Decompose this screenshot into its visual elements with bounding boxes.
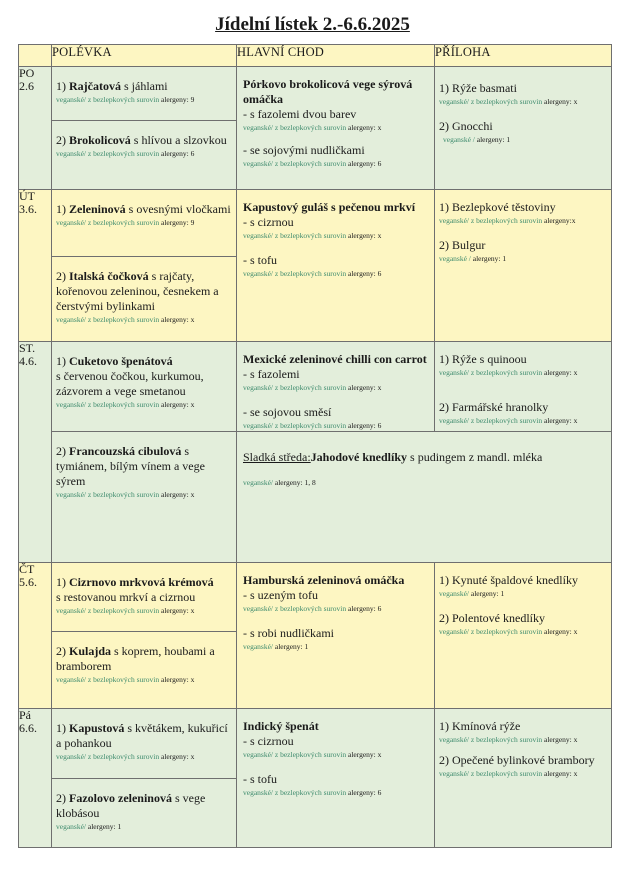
sweet-name: Jahodové knedlíky <box>310 450 408 464</box>
side-dish-1: 1) Rýže basmati <box>439 81 517 95</box>
day-cell <box>19 190 52 342</box>
main-cell <box>237 342 435 432</box>
allergen-tag: veganské/ alergeny: 1 <box>439 589 505 598</box>
allergen-value: alergeny: x <box>347 750 382 759</box>
vegan-label: veganské <box>56 606 84 615</box>
day-row-pá <box>19 709 612 779</box>
side-dish-2: 2) Opečené bylinkové brambory <box>439 753 595 767</box>
main-dish-name: Indický špenát <box>243 719 319 733</box>
day-date: 6.6. <box>19 721 37 735</box>
main-cell <box>237 563 435 709</box>
gluten-free-label: z bezlepkových surovin <box>87 149 160 158</box>
allergen-value: alergeny: 9 <box>160 95 195 104</box>
day-name: Pá <box>19 708 31 722</box>
allergen-value: alergeny: x <box>543 735 578 744</box>
day-row-út <box>19 190 612 257</box>
soup-1-desc: s restovanou mrkví a cizrnou <box>56 590 196 604</box>
vegan-label: veganské <box>243 788 271 797</box>
gluten-free-label: z bezlepkových surovin <box>470 368 543 377</box>
vegan-label: veganské <box>243 604 271 613</box>
day-date: 4.6. <box>19 354 37 368</box>
allergen-value: alergeny: x <box>160 752 195 761</box>
vegan-label: veganské <box>439 254 467 263</box>
vegan-label: veganské <box>243 159 271 168</box>
soup-2: 2) Kulajda s koprem, houbami a bramborem <box>56 644 215 673</box>
soup-cell-1 <box>52 563 237 632</box>
page-title: Jídelní lístek 2.-6.6.2025 <box>215 14 410 35</box>
vegan-label: veganské <box>56 400 84 409</box>
gluten-free-label: z bezlepkových surovin <box>470 769 543 778</box>
soup-2: 2) Brokolicová s hlívou a slzovkou <box>56 133 227 147</box>
main-option-1: - s cizrnou <box>243 734 294 748</box>
allergen-value: alergeny: 6 <box>347 269 382 278</box>
side-dish-1: 1) Bezlepkové těstoviny <box>439 200 556 214</box>
allergen-tag: veganské/ z bezlepkových surovin alergeny: 9 <box>56 218 195 227</box>
gluten-free-label: z bezlepkových surovin <box>470 416 543 425</box>
soup-2: 2) Fazolovo zeleninová s vege klobásou <box>56 791 206 820</box>
allergen-tag: veganské/ z bezlepkových surovin alergeny: x <box>439 368 578 377</box>
soup-2-name: Kulajda <box>69 644 112 658</box>
allergen-value: alergeny: 6 <box>347 421 382 430</box>
soup-2-name: Fazolovo zeleninová <box>69 791 172 805</box>
soup-cell-2 <box>52 779 237 848</box>
allergen-value: alergeny: x <box>347 123 382 132</box>
side-cell <box>435 67 612 190</box>
allergen-tag: veganské/ z bezlepkových surovin alergeny: x <box>56 315 195 324</box>
allergen-tag: veganské/ z bezlepkových surovin alergeny: x <box>243 231 382 240</box>
vegan-label: veganské <box>56 752 84 761</box>
allergen-value: alergeny: x <box>543 769 578 778</box>
soup-cell-1 <box>52 190 237 257</box>
vegan-label: veganské <box>243 421 271 430</box>
vegan-label: veganské <box>439 216 467 225</box>
gluten-free-label: z bezlepkových surovin <box>274 383 347 392</box>
allergen-value: alergeny: 1 <box>87 822 122 831</box>
gluten-free-label: z bezlepkových surovin <box>470 216 543 225</box>
day-cell <box>19 563 52 709</box>
soup-2-desc: s rajčaty, kořenovou zeleninou, česnekem a čerstvými bylinkami <box>56 269 219 313</box>
allergen-tag: veganské/ z bezlepkových surovin alergeny: x <box>439 416 578 425</box>
side-dish-2: 2) Gnocchi <box>439 119 493 133</box>
allergen-tag: veganské/ z bezlepkových surovin alergeny: x <box>439 97 578 106</box>
gluten-free-label: z bezlepkových surovin <box>87 490 160 499</box>
allergen-tag: veganské/ z bezlepkových surovin alergeny: x <box>439 769 578 778</box>
gluten-free-label: z bezlepkových surovin <box>274 750 347 759</box>
side-cell <box>435 709 612 848</box>
side-dish-2: 2) Bulgur <box>439 238 486 252</box>
allergen-tag: veganské/ z bezlepkových surovin alergeny: 9 <box>56 95 195 104</box>
vegan-label: veganské <box>243 642 271 651</box>
allergen-value: alergeny: 6 <box>160 149 195 158</box>
vegan-label: veganské <box>439 627 467 636</box>
gluten-free-label: z bezlepkových surovin <box>274 123 347 132</box>
vegan-label: veganské <box>243 383 271 392</box>
vegan-label: veganské <box>56 490 84 499</box>
day-name: ST. <box>19 341 36 355</box>
allergen-tag: veganské/ z bezlepkových surovin alergeny:x <box>439 216 576 225</box>
sweet-wednesday-cell <box>237 432 612 563</box>
soup-1: 1) Cuketovo špenátová s červenou čočkou, kurkumou, zázvorem a vege smetanou <box>56 354 204 398</box>
gluten-free-label: z bezlepkových surovin <box>470 735 543 744</box>
gluten-free-label: z bezlepkových surovin <box>87 606 160 615</box>
vegan-label: veganské <box>56 822 84 831</box>
soup-2-name: Brokolicová <box>69 133 131 147</box>
allergen-tag: veganské/ z bezlepkových surovin alergeny: x <box>56 606 195 615</box>
allergen-value: alergeny: x <box>543 416 578 425</box>
gluten-free-label: z bezlepkových surovin <box>274 159 347 168</box>
soup-1: 1) Cizrnovo mrkvová krémová s restovanou mrkví a cizrnou <box>56 575 214 604</box>
allergen-tag: veganské/ z bezlepkových surovin alergeny: 6 <box>56 149 195 158</box>
allergen-value: alergeny:x <box>543 216 576 225</box>
main-cell <box>237 67 435 190</box>
day-name: PO <box>19 66 35 80</box>
allergen-tag: veganské/ z bezlepkových surovin alergeny: 6 <box>243 604 382 613</box>
main-dish-name: Mexické zeleninové chilli con carrot <box>243 352 427 366</box>
vegan-label: veganské <box>56 149 84 158</box>
soup-2-desc: s koprem, houbami a bramborem <box>56 644 215 673</box>
vegan-label: veganské <box>243 269 271 278</box>
soup-1-desc: s květákem, kukuřicí a pohankou <box>56 721 228 750</box>
main-dish-name: Kapustový guláš s pečenou mrkví <box>243 200 416 214</box>
vegan-label: veganské <box>243 123 271 132</box>
allergen-tag: veganské/ alergeny: 1 <box>243 642 309 651</box>
soup-1-name: Kapustová <box>69 721 125 735</box>
allergen-tag: veganské/ z bezlepkových surovin alergeny: x <box>439 735 578 744</box>
header-row <box>19 45 612 67</box>
day-date: 5.6. <box>19 575 37 589</box>
allergen-value: alergeny: x <box>160 675 195 684</box>
allergen-value: alergeny: 6 <box>347 159 382 168</box>
soup-1-name: Zeleninová <box>69 202 126 216</box>
allergen-value: alergeny: 1, 8 <box>274 478 316 487</box>
soup-2-desc: s vege klobásou <box>56 791 206 820</box>
day-row-čt <box>19 563 612 632</box>
gluten-free-label: z bezlepkových surovin <box>87 675 160 684</box>
allergen-value: alergeny: x <box>160 606 195 615</box>
side-cell <box>435 563 612 709</box>
soup-cell-2 <box>52 121 237 190</box>
side-dish-2: 2) Farmářské hranolky <box>439 400 549 414</box>
header-corner <box>19 45 52 67</box>
allergen-value: alergeny: 6 <box>347 788 382 797</box>
gluten-free-label: z bezlepkových surovin <box>87 95 160 104</box>
main-cell <box>237 709 435 848</box>
allergen-value: alergeny: x <box>160 490 195 499</box>
allergen-tag: veganské/ alergeny: 1 <box>56 822 122 831</box>
allergen-tag: veganské/ z bezlepkových surovin alergeny: x <box>243 123 382 132</box>
vegan-label: veganské <box>56 315 84 324</box>
header-side: PŘÍLOHA <box>435 45 612 67</box>
day-date: 3.6. <box>19 202 37 216</box>
allergen-tag: veganské/ z bezlepkových surovin alergeny: x <box>439 627 578 636</box>
soup-1: 1) Zeleninová s ovesnými vločkami <box>56 202 231 216</box>
gluten-free-label: z bezlepkových surovin <box>274 788 347 797</box>
main-option-1: - s cizrnou <box>243 215 294 229</box>
gluten-free-label: z bezlepkových surovin <box>87 315 160 324</box>
side-dish-2: 2) Polentové knedlíky <box>439 611 545 625</box>
day-row-po <box>19 67 612 121</box>
soup-2-name: Francouzská cibulová <box>69 444 182 458</box>
soup-cell-2 <box>52 632 237 709</box>
allergen-tag: veganské/ alergeny: 1, 8 <box>243 478 316 487</box>
allergen-value: alergeny: 1 <box>274 642 309 651</box>
allergen-value: alergeny: x <box>347 231 382 240</box>
soup-1-desc: s ovesnými vločkami <box>125 202 231 216</box>
main-option-2: - s tofu <box>243 253 277 267</box>
main-dish-name: Pórkovo brokolicová vege sýrová omáčka <box>243 77 413 106</box>
soup-1-name: Rajčatová <box>69 79 121 93</box>
gluten-free-label: z bezlepkových surovin <box>274 604 347 613</box>
vegan-label: veganské <box>439 416 467 425</box>
allergen-tag: veganské/ z bezlepkových surovin alergeny: 6 <box>243 159 382 168</box>
allergen-value: alergeny: 6 <box>347 604 382 613</box>
allergen-value: alergeny: 1 <box>472 254 507 263</box>
soup-1: 1) Kapustová s květákem, kukuřicí a pohankou <box>56 721 228 750</box>
soup-2: 2) Italská čočková s rajčaty, kořenovou zeleninou, česnekem a čerstvými bylinkami <box>56 269 219 313</box>
main-option-2: - se sojovou směsí <box>243 405 332 419</box>
allergen-value: alergeny: x <box>160 400 195 409</box>
allergen-tag: veganské/ z bezlepkových surovin alergeny: x <box>56 752 195 761</box>
day-row-st <box>19 342 612 432</box>
main-dish-name: Hamburská zeleninová omáčka <box>243 573 405 587</box>
menu-table <box>18 44 612 848</box>
allergen-value: alergeny: x <box>347 383 382 392</box>
header-main: HLAVNÍ CHOD <box>237 45 435 67</box>
gluten-free-label: z bezlepkových surovin <box>274 231 347 240</box>
gluten-free-label: z bezlepkových surovin <box>87 218 160 227</box>
gluten-free-label: z bezlepkových surovin <box>470 627 543 636</box>
vegan-label: veganské <box>439 589 467 598</box>
allergen-tag: veganské/ z bezlepkových surovin alergeny: x <box>56 675 195 684</box>
soup-1: 1) Rajčatová s jáhlami <box>56 79 168 93</box>
sweet-desc: s pudingem z mandl. mléka <box>407 450 543 464</box>
allergen-value: alergeny: x <box>160 315 195 324</box>
day-name: ČT <box>19 562 35 576</box>
allergen-tag: veganské/ z bezlepkových surovin alergeny: 6 <box>243 269 382 278</box>
soup-cell-2 <box>52 257 237 342</box>
main-option-2: - se sojovými nudličkami <box>243 143 365 157</box>
gluten-free-label: z bezlepkových surovin <box>87 400 160 409</box>
gluten-free-label: z bezlepkových surovin <box>87 752 160 761</box>
soup-cell-1 <box>52 709 237 779</box>
side-dish-1: 1) Rýže s quinoou <box>439 352 527 366</box>
main-option-2: - s robi nudličkami <box>243 626 334 640</box>
vegan-label: veganské <box>443 135 471 144</box>
day-date: 2.6 <box>19 79 34 93</box>
side-dish-1: 1) Kynuté špaldové knedlíky <box>439 573 578 587</box>
allergen-value: alergeny: x <box>543 368 578 377</box>
day-name: ÚT <box>19 189 35 203</box>
header-soup: POLÉVKA <box>52 45 237 67</box>
main-option-1: - s fazolemi dvou barev <box>243 107 357 121</box>
gluten-free-label: z bezlepkových surovin <box>274 421 347 430</box>
day-cell <box>19 342 52 563</box>
day-row-part-2 <box>19 432 612 563</box>
allergen-value: alergeny: x <box>543 627 578 636</box>
sweet-label: Sladká středa: <box>243 450 311 464</box>
allergen-tag: veganské/ z bezlepkových surovin alergeny: x <box>243 383 382 392</box>
soup-2: 2) Francouzská cibulová s tymiánem, bílým vínem a vege sýrem <box>56 444 205 488</box>
vegan-label: veganské <box>439 97 467 106</box>
allergen-tag: veganské/ z bezlepkových surovin alergeny: x <box>56 490 195 499</box>
main-option-2: - s tofu <box>243 772 277 786</box>
sweet-dish <box>237 450 611 465</box>
side-dish-1: 1) Kmínová rýže <box>439 719 521 733</box>
allergen-tag: veganské / alergeny: 1 <box>439 254 507 263</box>
vegan-label: veganské <box>243 231 271 240</box>
soup-2-name: Italská čočková <box>69 269 149 283</box>
allergen-value: alergeny: 1 <box>470 589 505 598</box>
allergen-tag: veganské/ z bezlepkových surovin alergeny: 6 <box>243 421 382 430</box>
gluten-free-label: z bezlepkových surovin <box>274 269 347 278</box>
allergen-value: alergeny: 1 <box>476 135 511 144</box>
soup-1-name: Cuketovo špenátová <box>69 354 173 368</box>
allergen-tag: veganské/ z bezlepkových surovin alergeny: x <box>243 750 382 759</box>
side-cell <box>435 342 612 432</box>
vegan-label: veganské <box>439 368 467 377</box>
vegan-label: veganské <box>56 218 84 227</box>
vegan-label: veganské <box>439 769 467 778</box>
allergen-tag: veganské/ z bezlepkových surovin alergeny: 6 <box>243 788 382 797</box>
soup-1-desc: s červenou čočkou, kurkumou, zázvorem a vege smetanou <box>56 369 204 398</box>
vegan-label: veganské <box>243 478 271 487</box>
soup-cell-2 <box>52 432 237 563</box>
soup-cell-1 <box>52 342 237 432</box>
vegan-label: veganské <box>56 95 84 104</box>
soup-2-desc: s hlívou a slzovkou <box>130 133 227 147</box>
soup-cell-1 <box>52 67 237 121</box>
soup-2-desc: s tymiánem, bílým vínem a vege sýrem <box>56 444 205 488</box>
main-option-1: - s fazolemi <box>243 367 300 381</box>
soup-1-name: Cizrnovo mrkvová krémová <box>69 575 214 589</box>
soup-1-desc: s jáhlami <box>120 79 168 93</box>
day-cell <box>19 709 52 848</box>
allergen-value: alergeny: 9 <box>160 218 195 227</box>
vegan-label: veganské <box>439 735 467 744</box>
vegan-label: veganské <box>56 675 84 684</box>
allergen-tag: veganské / alergeny: 1 <box>443 135 511 144</box>
main-option-1: - s uzeným tofu <box>243 588 318 602</box>
main-cell <box>237 190 435 342</box>
vegan-label: veganské <box>243 750 271 759</box>
allergen-value: alergeny: x <box>543 97 578 106</box>
gluten-free-label: z bezlepkových surovin <box>470 97 543 106</box>
day-cell <box>19 67 52 190</box>
side-cell <box>435 190 612 342</box>
allergen-tag: veganské/ z bezlepkových surovin alergeny: x <box>56 400 195 409</box>
